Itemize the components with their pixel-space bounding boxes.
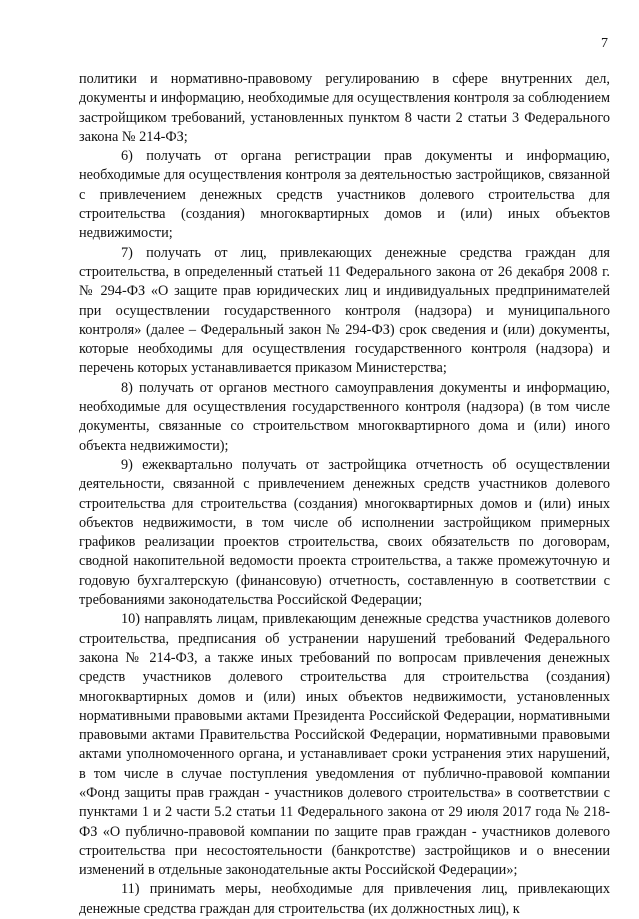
paragraph-item-7: 7) получать от лиц, привлекающих денежные средства граждан для строительства, в определенный статьей 11 Федерального закона от 26 декабря 2008 г. № 294-ФЗ «О защите прав юридических лиц и индивидуальных предпринимателей при осуществлении государственного контроля (надзора) и муниципального контроля» (далее – Федеральный закон № 294-ФЗ) срок сведения и (или) документы, которые необходимы для осуществления государственного контроля (надзора) и перечень которых устанавливается приказом Министерства; [79,244,610,377]
page-number: 7 [601,36,608,51]
paragraph-item-11: 11) принимать меры, необходимые для привлечения лиц, привлекающих денежные средства граждан для строительства (их должностных лиц), к [79,881,610,917]
document-body [79,70,610,919]
paragraph-item-8: 8) получать от органов местного самоуправления документы и информацию, необходимые для осуществления государственного контроля (надзора) (в том числе документы, связанные со строительством многоквартирного дома и (или) иного объекта недвижимости); [79,379,610,454]
paragraph-item-10: 10) направлять лицам, привлекающим денежные средства участников долевого строительства, предписания об устранении нарушений требований Федерального закона № 214-ФЗ, а также иных требований по вопросам привлечения денежных средств участников долевого строительства для строительства (создания) многоквартирных домов и (или) иных объектов недвижимости, установленных нормативными правовыми актами Президента Российской Федерации, нормативными правовыми актами Правительства Российской Федерации, нормативными правовыми актами уполномоченного органа, и устанавливает сроки устранения этих нарушений, в том числе в случае поступления уведомления от публично-правовой компании «Фонд защиты прав граждан - участников долевого строительства» в соответствии с пунктами 1 и 2 части 5.2 статьи 11 Федерального закона от 29 июля 2017 года № 218-ФЗ «О публично-правовой компании по защите прав граждан - участников долевого строительства при несостоятельности (банкротстве) застройщиков и о внесении изменений в отдельные законодательные акты Российской Федерации»; [79,611,610,879]
paragraph-continuation: политики и нормативно-правовому регулированию в сфере внутренних дел, документы и информацию, необходимые для осуществления контроля за соблюдением застройщиком требований, установленных пунктом 8 части 2 статьи 3 Федерального закона № 214-ФЗ; [79,71,610,145]
paragraph-item-6: 6) получать от органа регистрации прав документы и информацию, необходимые для осуществления контроля за деятельностью застройщиков, связанной с привлечением денежных средств участников долевого строительства для строительства (создания) многоквартирных домов и (или) иных объектов недвижимости; [79,148,610,242]
paragraph-item-9: 9) ежеквартально получать от застройщика отчетность об осуществлении деятельности, связанной с привлечением денежных средств участников долевого строительства для строительства (создания) многоквартирных домов и (или) иных объектов недвижимости, в том числе об исполнении застройщиком примерных графиков реализации проектов строительства, своих обязательств по договорам, сводной накопительной ведомости проекта строительства, а также промежуточную и годовую бухгалтерскую (финансовую) отчетность, составленную в соответствии с требованиями законодательства Российской Федерации; [79,456,610,609]
